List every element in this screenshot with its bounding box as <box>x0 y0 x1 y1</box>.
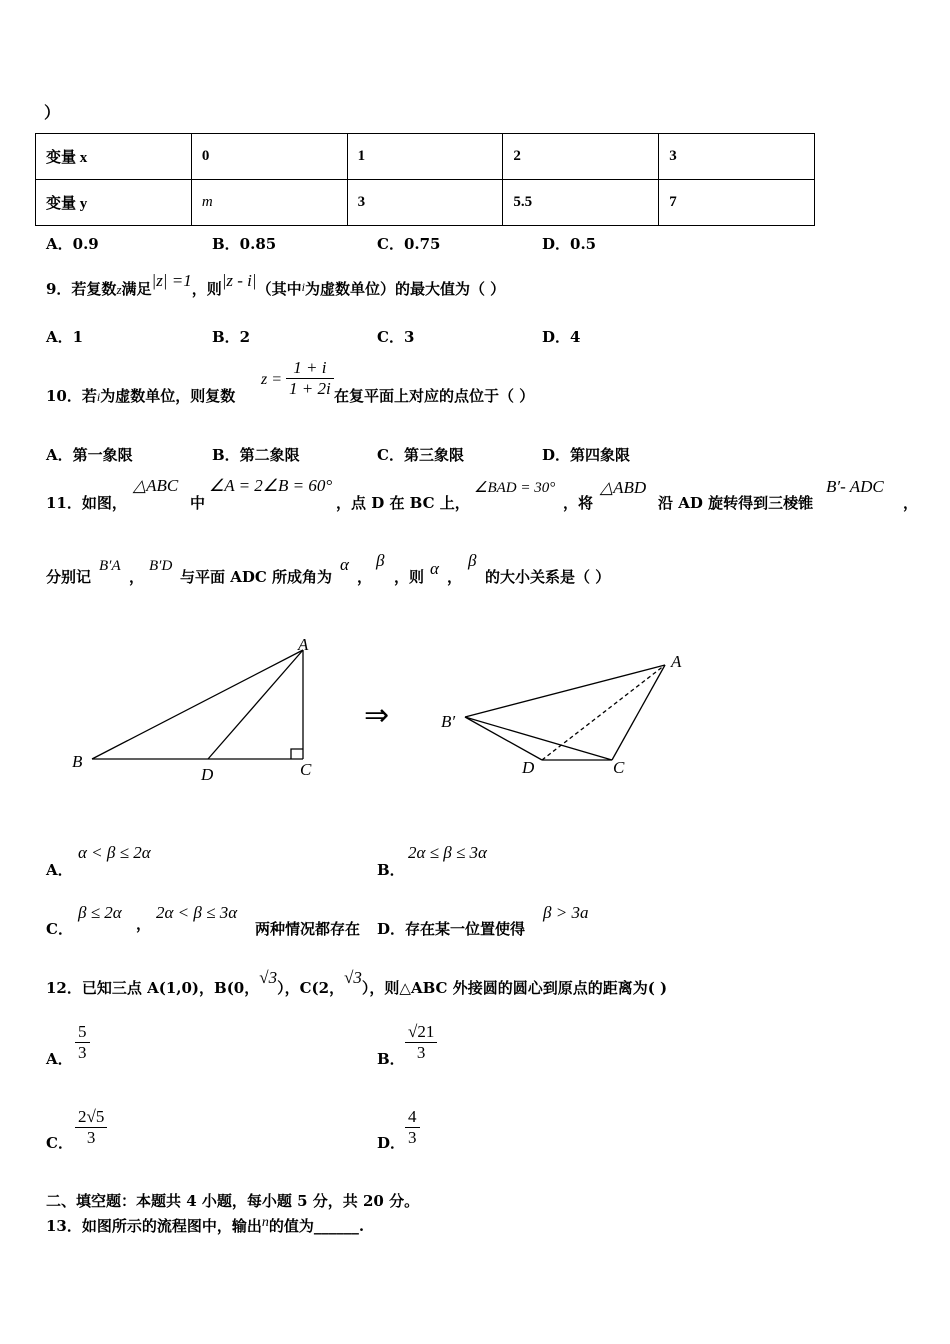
q11-l2-e: ，则 <box>394 568 425 586</box>
q11-l2-b: ， <box>129 568 145 586</box>
q10-pre: 10．若 <box>46 387 97 405</box>
q10-zeq: z = <box>261 371 283 388</box>
q9-mid2: ，则 <box>191 280 222 298</box>
implies-arrow-icon: ⇒ <box>364 698 390 733</box>
table-cell: 5.5 <box>503 180 659 226</box>
pyramid-figure <box>430 645 700 780</box>
q10-stem <box>46 385 235 406</box>
fig1-label-a: A <box>298 635 309 654</box>
q12-option-c-num: 2√5 <box>75 1107 107 1128</box>
fig2-label-d: D <box>522 758 535 777</box>
q9-option-a: A．1 <box>46 328 84 346</box>
q11-option-a: α < β ≤ 2α <box>78 843 151 862</box>
q11-option-c-post: 两种情况都存在 <box>255 920 361 938</box>
q8-option-b: B．0.85 <box>212 235 277 253</box>
q9-option-d: D．4 <box>542 328 581 346</box>
q11-bad: ∠BAD = 30° <box>474 480 556 496</box>
q9-pre: 9．若复数 <box>46 280 117 298</box>
q9-i: i <box>301 280 305 294</box>
q12-t1: 12．已知三点 A(1,0)，B(0， <box>46 979 260 997</box>
q10-option-c: C．第三象限 <box>377 446 464 464</box>
q11-l1-b: 中 <box>190 494 206 512</box>
table-cell: 2 <box>503 134 659 180</box>
q12-option-a-label: A． <box>46 1050 73 1068</box>
q13-n: n <box>261 1215 269 1230</box>
q12-option-b-label: B． <box>377 1050 405 1068</box>
q12-option-d-den: 3 <box>408 1128 417 1147</box>
q11-l1-d: ，将 <box>563 494 594 512</box>
q9-stem <box>46 271 506 299</box>
q11-l2-f: ， <box>447 568 463 586</box>
q12-option-d-num: 4 <box>405 1107 420 1128</box>
q10-option-d: D．第四象限 <box>542 446 631 464</box>
q9-mid3: （其中 <box>256 280 302 298</box>
q10-denominator: 1 + 2i <box>289 379 331 398</box>
q12-option-d-label: D． <box>377 1134 406 1152</box>
q12-option-a-num: 5 <box>75 1022 90 1043</box>
q11-angles: ∠A = 2∠B = 60° <box>209 476 333 495</box>
q12-option-b <box>405 1022 437 1063</box>
q13-stem <box>46 1215 364 1236</box>
table-cell: m <box>191 180 347 226</box>
continued-paren: ） <box>44 103 61 122</box>
q10-numerator: 1 + i <box>286 358 334 379</box>
variable-table <box>35 133 815 226</box>
q12-option-c <box>75 1107 107 1148</box>
q11-l2-d: ， <box>357 568 373 586</box>
q12-option-a-den: 3 <box>78 1043 87 1062</box>
q11-option-b: 2α ≤ β ≤ 3α <box>408 843 487 862</box>
table-row <box>36 180 815 226</box>
q10-fraction <box>286 358 334 399</box>
q8-option-d: D．0.5 <box>542 235 597 253</box>
q12-option-d <box>405 1107 420 1148</box>
q12-stem <box>46 968 668 998</box>
q9-mid1: 满足 <box>121 280 152 298</box>
q10-option-a: A．第一象限 <box>46 446 133 464</box>
q12-t3: ），则△ABC 外接圆的圆心到原点的距离为( ) <box>361 979 668 997</box>
q9-option-c: C．3 <box>377 328 415 346</box>
section-heading: 二、填空题：本题共 4 小题，每小题 5 分，共 20 分。 <box>46 1192 420 1210</box>
q12-option-c-den: 3 <box>86 1128 96 1147</box>
q11-bd: B′D <box>149 558 173 574</box>
q9-option-b: B．2 <box>212 328 251 346</box>
q11-beta: β <box>376 551 385 570</box>
q13-post: 的值为______. <box>268 1217 365 1235</box>
q11-option-a-label: A． <box>46 861 73 879</box>
q11-l2-g: 的大小关系是（ ） <box>485 568 611 586</box>
q11-option-b-label: B． <box>377 861 405 879</box>
q9-expr: |z - i| <box>221 271 257 290</box>
table-cell: 7 <box>659 180 815 226</box>
q10-i: i <box>96 390 101 404</box>
q11-alpha: α <box>340 555 349 574</box>
q11-l2-c: 与平面 ADC 所成角为 <box>180 568 333 586</box>
table-cell: 1 <box>347 134 503 180</box>
q11-l2-a: 分别记 <box>46 568 92 586</box>
q11-option-c2: 2α < β ≤ 3α <box>156 903 238 922</box>
table-cell: 变量 x <box>36 134 192 180</box>
q11-l1-c: ，点 D 在 BC 上， <box>336 494 470 512</box>
q9-z: z <box>116 282 122 297</box>
q11-pyramid: B′- ADC <box>826 477 884 496</box>
q9-post: 为虚数单位）的最大值为（ ） <box>304 280 506 298</box>
q10-mid: 为虚数单位，则复数 <box>100 387 236 405</box>
table-cell: 3 <box>659 134 815 180</box>
q11-l1-a: 11．如图， <box>46 494 127 512</box>
q10-option-b: B．第二象限 <box>212 446 300 464</box>
q8-option-c: C．0.75 <box>377 235 441 253</box>
q12-option-b-num: √21 <box>405 1022 437 1043</box>
q9-cond: |z| =1 <box>151 271 192 290</box>
q12-option-b-den: 3 <box>416 1043 426 1062</box>
q11-ba: B′A <box>99 558 121 574</box>
fig1-label-c: C <box>300 760 312 779</box>
table-cell: 变量 y <box>36 180 192 226</box>
q11-tri-abc: △ABC <box>133 476 179 495</box>
q11-option-c-sep: ， <box>136 915 152 933</box>
fig2-label-b: B′ <box>441 712 456 731</box>
table-row <box>36 134 815 180</box>
q11-option-d-math: β > 3a <box>543 903 589 922</box>
q11-l1-f: ， <box>903 494 919 512</box>
fig1-label-b: B <box>72 752 83 771</box>
triangle-figure <box>60 630 330 785</box>
q11-tri-abd: △ABD <box>600 478 647 497</box>
q11-l1-e: 沿 AD 旋转得到三棱锥 <box>658 494 814 512</box>
q12-option-c-label: C． <box>46 1134 73 1152</box>
q11-option-c-label: C． <box>46 920 73 938</box>
fig2-label-c: C <box>613 758 625 777</box>
fig1-label-d: D <box>201 765 214 784</box>
q11-alpha-2: α <box>430 559 439 578</box>
q12-sqrt3-b: √3 <box>344 968 362 987</box>
q11-option-d: D．存在某一位置使得 <box>377 920 526 938</box>
q12-option-a <box>75 1022 90 1063</box>
q10-post: 在复平面上对应的点位于（ ） <box>334 387 535 405</box>
fig2-label-a: A <box>671 652 682 671</box>
q12-sqrt3-a: √3 <box>259 968 278 987</box>
q12-t2: ），C(2， <box>277 979 345 997</box>
table-cell: 3 <box>347 180 503 226</box>
table-cell: 0 <box>191 134 347 180</box>
q8-option-a: A．0.9 <box>46 235 99 253</box>
q13-pre: 13．如图所示的流程图中，输出 <box>46 1217 262 1235</box>
q11-beta-2: β <box>468 551 477 570</box>
q11-option-c1: β ≤ 2α <box>78 903 122 922</box>
